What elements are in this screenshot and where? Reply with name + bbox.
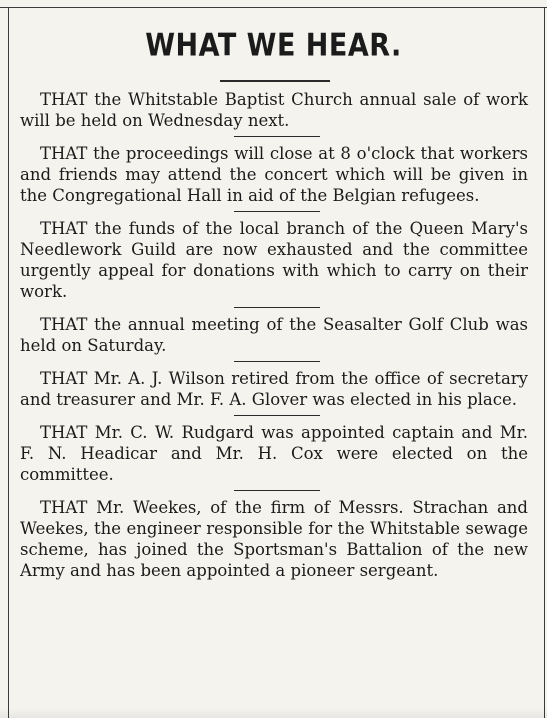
item-divider	[20, 206, 528, 218]
news-item-text: THAT the funds of the local branch of the Queen Mary's Needlework Guild are now exhausted and the committee urgently appeal for donations with which to carry on their work.	[20, 219, 528, 301]
news-item	[20, 497, 528, 581]
right-column-rule	[544, 8, 545, 718]
news-item	[20, 218, 528, 302]
item-divider	[20, 356, 528, 368]
news-item	[20, 89, 528, 131]
headline-divider	[220, 80, 330, 82]
news-item	[20, 422, 528, 485]
headline: WHAT WE HEAR.	[145, 27, 402, 64]
top-rule	[0, 7, 547, 8]
news-item-text: THAT Mr. C. W. Rudgard was appointed captain and Mr. F. N. Headicar and Mr. H. Cox were elected on the committee.	[20, 423, 528, 484]
news-item-text: THAT the annual meeting of the Seasalter Golf Club was held on Saturday.	[20, 315, 528, 355]
left-column-rule	[8, 8, 9, 718]
page-edge-shadow	[0, 708, 547, 718]
item-divider	[20, 131, 528, 143]
news-item-text: THAT the Whitstable Baptist Church annual sale of work will be held on Wednesday next.	[20, 90, 528, 130]
item-divider	[20, 485, 528, 497]
item-divider	[20, 410, 528, 422]
news-item	[20, 368, 528, 410]
news-item-text: THAT the proceedings will close at 8 o'clock that workers and friends may attend the concert which will be given in the Congregational Hall in aid of the Belgian refugees.	[20, 144, 528, 205]
news-column	[20, 88, 528, 581]
item-divider	[20, 302, 528, 314]
news-item	[20, 314, 528, 356]
news-item	[20, 143, 528, 206]
news-item-text: THAT Mr. A. J. Wilson retired from the office of secretary and treasurer and Mr. F. A. Glover was elected in his place.	[20, 369, 528, 409]
news-item-text: THAT Mr. Weekes, of the firm of Messrs. Strachan and Weekes, the engineer responsible for the Whitstable sewage scheme, has joined the Sportsman's Battalion of the new Army and has been appointed a pioneer sergeant.	[20, 498, 528, 580]
